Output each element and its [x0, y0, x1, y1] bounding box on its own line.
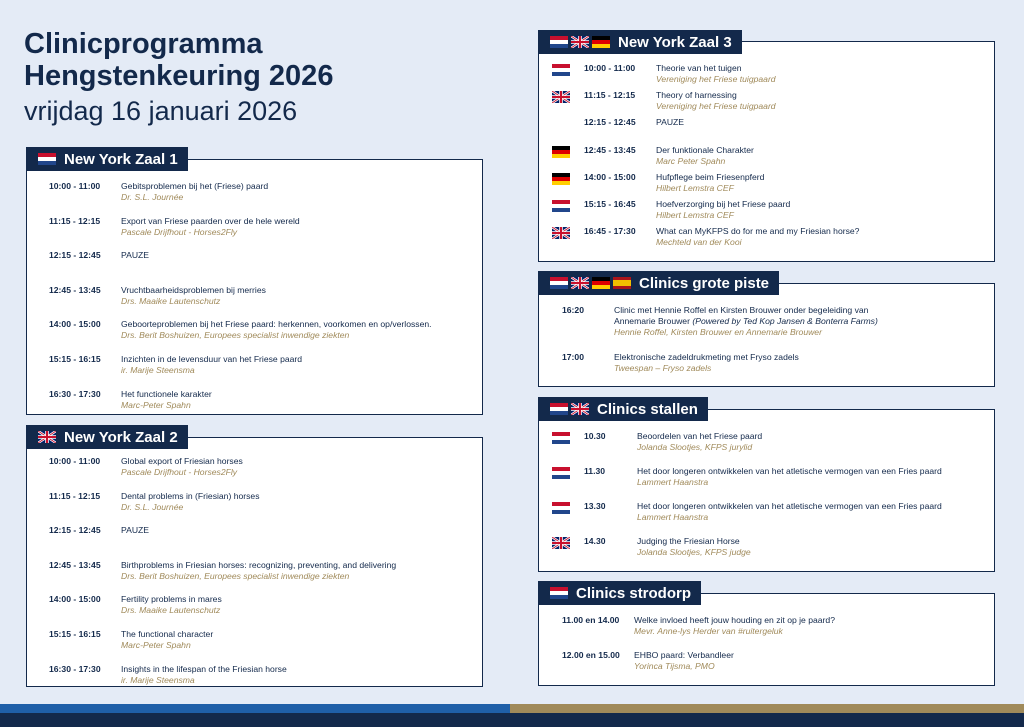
session-topic: Beoordelen van het Friese paard [637, 431, 763, 441]
session-topic: Hoefverzorging bij het Friese paard [656, 199, 791, 209]
germany-flag-icon [592, 36, 610, 48]
session-details [656, 226, 859, 248]
stallen-header [538, 397, 708, 421]
zaal3-session-2 [584, 90, 776, 112]
session-details [637, 431, 762, 453]
session-details [656, 90, 776, 112]
session-speaker: Hilbert Lemstra CEF [656, 182, 734, 193]
session-speaker: Mevr. Anne-lys Herder van #ruitergeluk [634, 626, 783, 636]
session-topic: PAUZE [656, 117, 685, 128]
netherlands-flag-icon [550, 403, 568, 415]
session-time: 11:15 - 12:15 [49, 490, 101, 501]
bottom-accent-gold [510, 704, 1024, 713]
session-speaker: Vereniging het Friese tuigpaard [656, 101, 776, 112]
zaal3-header [538, 30, 742, 54]
germany-flag-icon [592, 277, 610, 289]
piste-session-1 [562, 305, 878, 338]
united-kingdom-flag-icon [571, 403, 589, 415]
zaal2-session-4 [49, 560, 396, 582]
strodorp-session-1 [562, 615, 835, 637]
zaal1-session-2 [49, 216, 300, 238]
session-speaker: Yorinca Tijsma, PMO [634, 661, 715, 671]
united-kingdom-flag-icon [552, 91, 570, 103]
session-topic: Het door longeren ontwikkelen van het atletische vermogen van een Fries paard [637, 501, 942, 511]
zaal1-header [26, 147, 188, 171]
zaal2-session-3 [49, 525, 149, 536]
session-topic: Het functionele karakter [121, 388, 212, 399]
session-speaker: Hennie Roffel, Kirsten Brouwer en Annemarie Brouwer [614, 327, 822, 337]
session-details [637, 501, 942, 523]
spain-flag-icon [613, 277, 631, 289]
session-details [656, 145, 754, 167]
session-time: 14:00 - 15:00 [49, 319, 101, 330]
stallen-title: Clinics stallen [597, 400, 698, 418]
session-topic: Der funktionale Charakter [656, 144, 754, 155]
session-speaker: ir. Marije Steensma [121, 365, 195, 375]
united-kingdom-flag-icon [571, 36, 589, 48]
strodorp-session-2 [562, 650, 734, 672]
session-details [121, 250, 149, 261]
session-time: 16:45 - 17:30 [584, 226, 636, 237]
session-speaker: Pascale Drijfhout - Horses2Fly [121, 226, 238, 237]
session-time: 12.00 en 15.00 [562, 650, 620, 660]
netherlands-flag-icon [550, 587, 568, 599]
session-speaker: Jolanda Slootjes, KFPS jurylid [637, 442, 753, 452]
stallen-session-2 [584, 466, 942, 488]
session-topic: Insights in the lifespan of the Friesian horse [121, 663, 287, 674]
session-topic: Birthproblems in Friesian horses: recognizing, preventing, and delivering [121, 559, 397, 570]
zaal1-session-4 [49, 285, 266, 307]
session-topic: Hufpflege beim Friesenpferd [656, 171, 765, 182]
session-time: 12:15 - 12:45 [49, 525, 101, 536]
session-speaker: Dr. S.L. Journée [121, 501, 184, 512]
piste-title: Clinics grote piste [639, 274, 770, 292]
netherlands-flag-icon [38, 153, 56, 165]
strodorp-title: Clinics strodorp [576, 584, 692, 602]
session-topic: Geboorteproblemen bij het Friese paard: herkennen, voorkomen en op/verlossen. [121, 319, 432, 330]
session-details [121, 354, 302, 376]
session-time: 11:15 - 12:15 [49, 215, 101, 226]
session-time: 17:00 [562, 352, 584, 362]
session-time: 12:15 - 12:45 [584, 117, 636, 128]
zaal1-session-7 [49, 389, 212, 411]
session-details [121, 319, 432, 341]
session-speaker: Drs. Berit Boshuizen, Europees specialist inwendige ziekten [121, 330, 350, 341]
page-title-line2: Hengstenkeuring 2026 [24, 60, 334, 92]
session-time: 15:15 - 16:45 [584, 199, 636, 209]
zaal2-session-2 [49, 491, 260, 513]
session-speaker: ir. Marije Steensma [121, 674, 195, 685]
session-time: 11:15 - 12:15 [584, 90, 636, 101]
zaal1-session-3 [49, 250, 149, 261]
piste-header [538, 271, 779, 295]
zaal3-session-1 [584, 63, 776, 85]
session-speaker: Pascale Drijfhout - Horses2Fly [121, 467, 238, 477]
strodorp-header [538, 581, 701, 605]
session-details [656, 199, 790, 221]
session-details [121, 456, 243, 478]
session-topic-cont: Annemarie Brouwer [614, 316, 690, 326]
session-topic: Inzichten in de levensduur van het Friese paard [121, 354, 303, 364]
session-time: 12:45 - 13:45 [49, 559, 101, 570]
united-kingdom-flag-icon [552, 227, 570, 239]
session-topic: Welke invloed heeft jouw houding en zit op je paard? [634, 615, 835, 625]
session-time: 10:00 - 11:00 [584, 63, 636, 73]
session-topic: Export van Friese paarden over de hele wereld [121, 215, 300, 226]
session-time: 12:45 - 13:45 [584, 144, 636, 155]
session-time: 15:15 - 16:15 [49, 629, 101, 639]
zaal1-session-6 [49, 354, 302, 376]
session-topic: Theorie van het tuigen [656, 63, 742, 73]
zaal2-session-1 [49, 456, 243, 478]
session-topic: Judging the Friesian Horse [637, 536, 740, 546]
zaal3-session-3 [584, 117, 684, 128]
session-details [656, 117, 684, 128]
zaal3-session-5 [584, 172, 764, 194]
session-details [121, 629, 213, 651]
netherlands-flag-icon [552, 467, 570, 479]
zaal2-session-5 [49, 594, 222, 616]
session-topic: PAUZE [121, 525, 150, 536]
session-topic: Dental problems in (Friesian) horses [121, 490, 260, 501]
session-speaker: Dr. S.L. Journée [121, 192, 184, 202]
zaal2-session-6 [49, 629, 213, 651]
session-topic: Clinic met Hennie Roffel en Kirsten Brouwer onder begeleiding van [614, 305, 869, 315]
session-speaker: Marc-Peter Spahn [121, 640, 191, 650]
session-time: 11.00 en 14.00 [562, 615, 620, 625]
zaal2-title: New York Zaal 2 [64, 428, 178, 446]
session-speaker: Drs. Berit Boshuizen, Europees specialist inwendige ziekten [121, 570, 350, 581]
session-topic: Gebitsproblemen bij het (Friese) paard [121, 181, 269, 191]
session-time: 12:15 - 12:45 [49, 250, 101, 261]
strodorp-panel [538, 593, 995, 686]
netherlands-flag-icon [552, 502, 570, 514]
bottom-bar [0, 713, 1024, 727]
session-time: 10:00 - 11:00 [49, 456, 101, 466]
piste-session-2 [562, 352, 799, 374]
zaal1-title: New York Zaal 1 [64, 150, 178, 168]
zaal1-session-1 [49, 181, 268, 203]
session-topic: Vruchtbaarheidsproblemen bij merries [121, 284, 266, 295]
session-details [121, 389, 212, 411]
stallen-session-1 [584, 431, 762, 453]
session-time: 11.30 [584, 466, 606, 476]
session-details [637, 536, 751, 558]
session-speaker: Vereniging het Friese tuigpaard [656, 74, 776, 84]
session-topic: EHBO paard: Verbandleer [634, 650, 734, 660]
session-speaker: Mechteld van der Kooi [656, 237, 742, 248]
zaal2-header [26, 425, 188, 449]
session-time: 14.30 [584, 536, 606, 546]
zaal2-session-7 [49, 664, 287, 686]
netherlands-flag-icon [552, 200, 570, 212]
session-speaker: Tweespan – Fryso zadels [614, 363, 712, 373]
session-time: 16:30 - 17:30 [49, 663, 101, 674]
session-topic: Het door longeren ontwikkelen van het atletische vermogen van een Fries paard [637, 466, 942, 476]
stallen-session-3 [584, 501, 942, 523]
zaal3-session-4 [584, 145, 754, 167]
session-details [121, 181, 268, 203]
session-topic: PAUZE [121, 250, 150, 261]
session-time: 15:15 - 16:15 [49, 354, 101, 364]
session-speaker: Drs. Maaike Lautenschutz [121, 295, 221, 306]
germany-flag-icon [552, 146, 570, 158]
netherlands-flag-icon [550, 277, 568, 289]
zaal3-title: New York Zaal 3 [618, 33, 732, 51]
session-time: 10.30 [584, 431, 606, 441]
session-details [121, 491, 260, 513]
session-details [121, 525, 149, 536]
united-kingdom-flag-icon [571, 277, 589, 289]
session-details [121, 560, 396, 582]
session-topic: Theory of harnessing [656, 90, 737, 101]
zaal3-session-6 [584, 199, 790, 221]
session-speaker: Marc-Peter Spahn [121, 399, 191, 410]
zaal3-session-7 [584, 226, 859, 248]
united-kingdom-flag-icon [552, 537, 570, 549]
session-details [121, 594, 222, 616]
netherlands-flag-icon [552, 432, 570, 444]
zaal1-session-5 [49, 319, 432, 341]
netherlands-flag-icon [552, 64, 570, 76]
netherlands-flag-icon [550, 36, 568, 48]
session-topic: What can MyKFPS do for me and my Friesian horse? [656, 226, 860, 237]
session-time: 10:00 - 11:00 [49, 181, 101, 191]
session-details [656, 172, 764, 194]
session-speaker: Jolanda Slootjes, KFPS judge [637, 547, 751, 557]
session-topic: Global export of Friesian horses [121, 456, 243, 466]
session-speaker: Lammert Haanstra [637, 477, 709, 487]
session-speaker: Drs. Maaike Lautenschutz [121, 605, 221, 616]
session-details [121, 285, 266, 307]
session-topic-sponsor: (Powered by Ted Kop Jansen & Bonterra Farms) [692, 316, 878, 326]
germany-flag-icon [552, 173, 570, 185]
session-time: 16:20 [562, 305, 584, 315]
session-topic: Elektronische zadeldrukmeting met Fryso zadels [614, 352, 799, 362]
session-time: 12:45 - 13:45 [49, 284, 101, 295]
session-time: 14:00 - 15:00 [49, 594, 101, 605]
session-details [656, 63, 776, 85]
session-time: 16:30 - 17:30 [49, 388, 101, 399]
session-time: 14:00 - 15:00 [584, 171, 636, 182]
session-topic: Fertility problems in mares [121, 594, 222, 605]
session-details [637, 466, 942, 488]
page-title-line1: Clinicprogramma [24, 28, 263, 60]
united-kingdom-flag-icon [38, 431, 56, 443]
session-topic: The functional character [121, 629, 214, 639]
session-speaker: Lammert Haanstra [637, 512, 709, 522]
session-speaker: Marc Peter Spahn [656, 155, 726, 166]
session-details [121, 216, 300, 238]
bottom-accent-blue [0, 704, 510, 713]
title-block [24, 28, 333, 128]
session-time: 13.30 [584, 501, 606, 511]
session-speaker: Hilbert Lemstra CEF [656, 210, 734, 220]
page-date: vrijdag 16 januari 2026 [24, 96, 298, 126]
stallen-session-4 [584, 536, 751, 558]
session-details [121, 664, 287, 686]
